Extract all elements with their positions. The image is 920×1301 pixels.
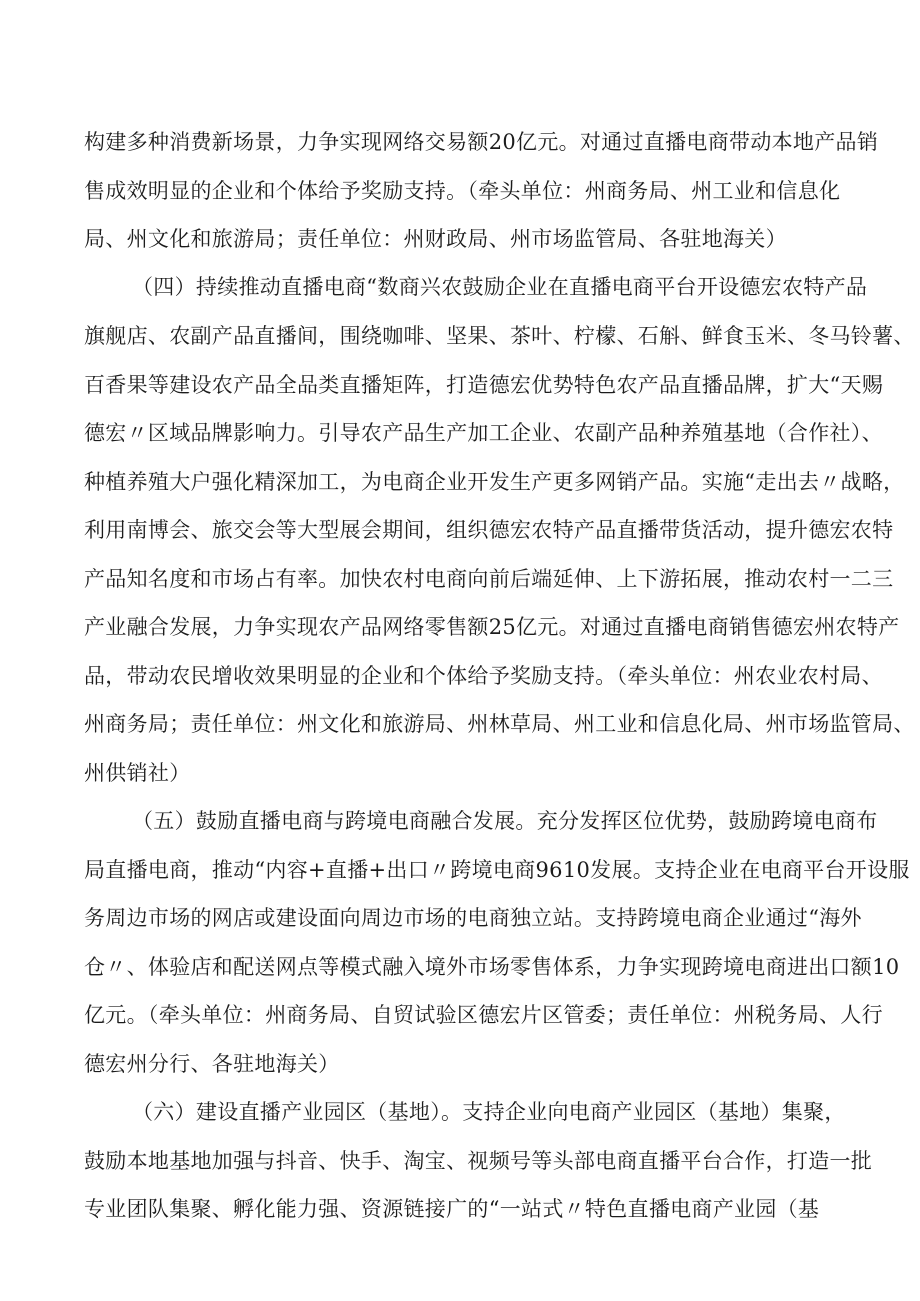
text-line: 构建多种消费新场景，力争实现网络交易额20亿元。对通过直播电商带动本地产品销: [84, 130, 879, 154]
text-line: 种植养殖大户强化精深加工，为电商企业开发生产更多网销产品。实施“走出去〃战略，: [84, 470, 905, 494]
text-line: 局、州文化和旅游局；责任单位：州财政局、州市场监管局、各驻地海关）: [84, 227, 787, 251]
text-line: 利用南博会、旅交会等大型展会期间，组织德宏农特产品直播带货活动，提升德宏农特: [84, 518, 894, 542]
paragraph-4-heading: （四）持续推动直播电商“数商兴农鼓励企业在直播电商平台开设德宏农特产品: [132, 275, 868, 299]
text-line: 州供销社）: [84, 761, 191, 785]
text-line: 德宏〃区域品牌影响力。引导农产品生产加工企业、农副产品种养殖基地（合作社）、: [84, 421, 883, 445]
text-line: 售成效明显的企业和个体给予奖励支持。（牵头单位：州商务局、州工业和信息化: [84, 179, 841, 203]
text-line: 德宏州分行、各驻地海关）: [84, 1052, 340, 1076]
text-line: 产品知名度和市场占有率。加快农村电商向前后端延伸、上下游拓展，推动农村一二三: [84, 567, 894, 591]
text-line: 专业团队集聚、孵化能力强、资源链接广的“一站式〃特色直播电商产业园（基: [84, 1197, 820, 1221]
paragraph-6-heading: （六）建设直播产业园区（基地）。支持企业向电商产业园区（基地）集聚，: [132, 1100, 846, 1124]
text-line: 产业融合发展，力争实现农产品网络零售额25亿元。对通过直播电商销售德宏州农特产: [84, 615, 900, 639]
text-line: 州商务局；责任单位：州文化和旅游局、州林草局、州工业和信息化局、州市场监管局、: [84, 712, 915, 736]
text-line: 务周边市场的网店或建设面向周边市场的电商独立站。支持跨境电商企业通过“海外: [84, 906, 862, 930]
text-line: 仓〃、体验店和配送网点等模式融入境外市场零售体系，力争实现跨境电商进出口额10: [84, 955, 900, 979]
text-line: 鼓励本地基地加强与抖音、快手、淘宝、视频号等头部电商直播平台合作，打造一批: [84, 1149, 873, 1173]
text-line: 局直播电商，推动“内容+直播+出口〃跨境电商9610发展。支持企业在电商平台开设服: [84, 858, 910, 882]
text-line: 亿元。（牵头单位：州商务局、自贸试验区德宏片区管委；责任单位：州税务局、人行: [84, 1003, 883, 1027]
text-line: 品，带动农民增收效果明显的企业和个体给予奖励支持。（牵头单位：州农业农村局、: [84, 664, 883, 688]
text-line: 百香果等建设农产品全品类直播矩阵，打造德宏优势特色农产品直播品牌，扩大“天赐: [84, 373, 884, 397]
paragraph-5-heading: （五）鼓励直播电商与跨境电商融合发展。充分发挥区位优势，鼓励跨境电商布: [132, 809, 878, 833]
text-line: 旗舰店、农副产品直播间，围绕咖啡、坚果、茶叶、柠檬、石斛、鲜食玉米、冬马铃薯、: [84, 324, 915, 348]
